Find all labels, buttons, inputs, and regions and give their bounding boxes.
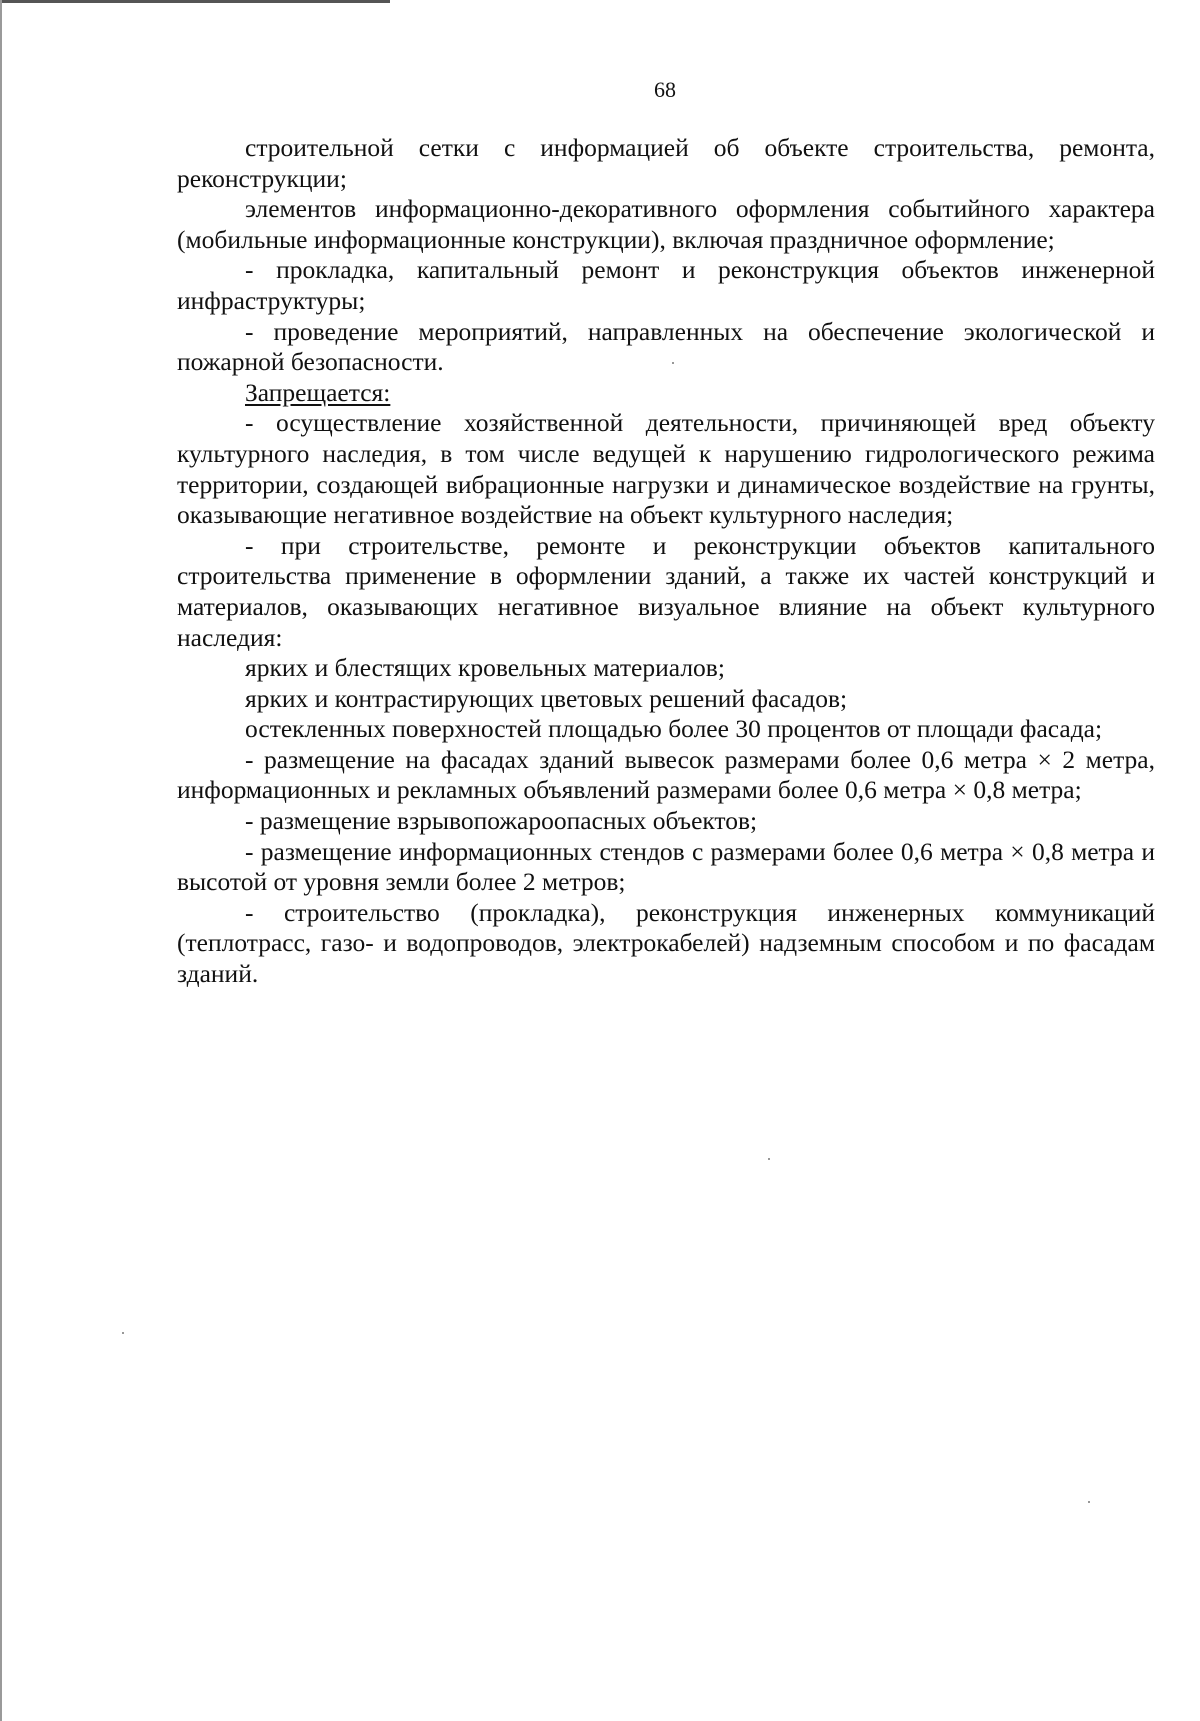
- paragraph-signage: - размещение на фасадах зданий вывесок размерами более 0,6 метра × 2 метра, информационных и рекламных объявлений размерами более 0,6 метра × 0,8 метра;: [177, 744, 1155, 805]
- paragraph-construction-grid: строительной сетки с информацией об объекте строительства, ремонта, реконструкции;: [177, 133, 1155, 193]
- page-number: 68: [654, 77, 676, 102]
- paragraph-glazed-surfaces: остекленных поверхностей площадью более 30 процентов от площади фасада;: [245, 714, 1103, 744]
- paragraph-utilities: - строительство (прокладка), реконструкция инженерных коммуникаций (теплотрасс, газо- и водопроводов, электрокабелей) надземным способом и по фасадам зданий.: [177, 897, 1155, 989]
- paragraph-construction-materials: - при строительстве, ремонте и реконструкции объектов капитального строительства применение в оформлении зданий, а также их частей конструкций и материалов, оказывающих негативное визуальное влияние на объект культурного наследия:: [177, 530, 1155, 652]
- prohibited-heading-text: Запрещается:: [245, 377, 391, 407]
- paragraph-decorative-elements: элементов информационно-декоративного оформления событийного характера (мобильные информационные конструкции), включая праздничное оформление;: [177, 194, 1155, 254]
- paragraph-facade-colors: ярких и контрастирующих цветовых решений фасадов;: [245, 683, 848, 713]
- scan-speck: [672, 362, 674, 364]
- paragraph-economic-activity: - осуществление хозяйственной деятельности, причиняющей вред объекту культурного наследия, в том числе ведущей к нарушению гидрологического режима территории, создающей вибрационные нагрузки и динамическое воздействие на грунты, оказывающие негативное воздействие на объект культурного наследия;: [177, 408, 1155, 530]
- scan-edge-left: [0, 0, 2, 1721]
- scan-speck: [768, 1158, 770, 1160]
- paragraph-safety-measures: - проведение мероприятий, направленных на обеспечение экологической и пожарной безопасности.: [177, 316, 1155, 377]
- prohibited-heading: [177, 378, 1155, 409]
- document-body: [177, 133, 1155, 990]
- paragraph-explosive-objects: - размещение взрывопожароопасных объектов;: [245, 806, 758, 836]
- paragraph-infrastructure: - прокладка, капитальный ремонт и реконструкция объектов инженерной инфраструктуры;: [177, 255, 1155, 315]
- scan-speck: [122, 1332, 124, 1334]
- paragraph-info-stands: - размещение информационных стендов с размерами более 0,6 метра × 0,8 метра и высотой от уровня земли более 2 метров;: [177, 836, 1155, 897]
- scan-speck: [1088, 1501, 1090, 1503]
- scan-edge-top: [0, 0, 390, 3]
- paragraph-roofing-materials: ярких и блестящих кровельных материалов;: [245, 653, 725, 683]
